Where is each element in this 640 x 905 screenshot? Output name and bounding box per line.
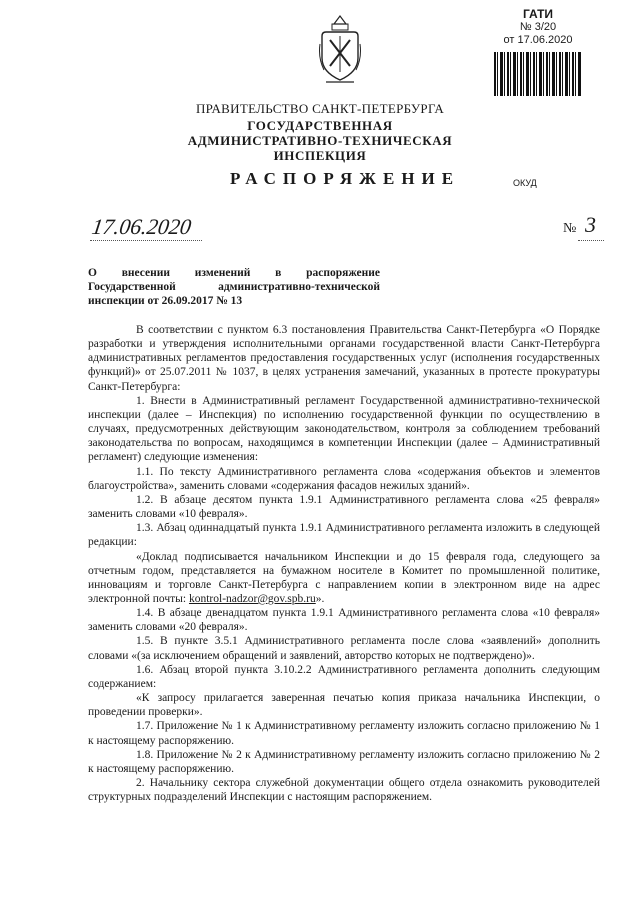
handwritten-number: 3 — [585, 212, 596, 237]
agency-line-3: ИНСПЕКЦИЯ — [273, 148, 367, 163]
document-body — [88, 323, 600, 804]
date-underline — [90, 240, 202, 241]
paragraph-1-3: 1.3. Абзац одиннадцатый пункта 1.9.1 Административного регламента изложить в следующей редакции: — [88, 522, 600, 549]
agency-name — [0, 118, 640, 163]
barcode — [494, 52, 582, 96]
stamp-date: от 17.06.2020 — [503, 34, 573, 46]
coat-of-arms-emblem — [318, 14, 362, 86]
agency-line-2: АДМИНИСТРАТИВНО-ТЕХНИЧЕСКАЯ — [187, 133, 453, 148]
paragraph-1-7: 1.7. Приложение № 1 к Административному регламенту изложить согласно приложению № 1 к настоящему распоряжению. — [88, 720, 600, 747]
paragraph-preamble: В соответствии с пунктом 6.3 постановления Правительства Санкт-Петербурга «О Порядке разработки и утверждения исполнительными органами государственной власти Санкт-Петербурга административных регламентов предоставления государственных услуг (исполнения государственных функций)» от 25.07.2011 № 1037, в целях устранения замечаний, указанных в протесте прокуратуры Санкт-Петербурга: — [88, 324, 600, 393]
paragraph-1-4: 1.4. В абзаце двенадцатом пункта 1.9.1 Административного регламента слова «10 февраля» заменить словами «20 февраля». — [88, 607, 600, 634]
paragraph-1-3-quote — [88, 550, 600, 607]
paragraph-1-2: 1.2. В абзаце десятом пункта 1.9.1 Административного регламента слова «25 февраля» заменить словами «10 февраля». — [88, 493, 600, 521]
document-subject: О внесении изменений в распоряжение Государственной административно-технической инспекции от 26.09.2017 № 13 — [88, 267, 380, 307]
government-title: ПРАВИТЕЛЬСТВО САНКТ-ПЕТЕРБУРГА — [195, 101, 445, 116]
paragraph-2: 2. Начальнику сектора служебной документации общего отдела ознакомить руководителей структурных подразделений Инспекции с настоящим распоряжением. — [88, 777, 600, 804]
stamp-org: ГАТИ — [522, 7, 554, 21]
quote-text: «Доклад подписывается начальником Инспекции и до 15 февраля года, следующего за отчетным годом, представляется на бумажном носителе в Комитет по промышленной политике, инновациям и торговле Санкт-Петербурга с направлением копии в электронном виде на адрес электронной почты: — [88, 550, 600, 605]
paragraph-1-1: 1.1. По тексту Административного регламента слова «содержания объектов и элементов благоустройства», заменить словами «содержания фасадов нежилых зданий». — [88, 465, 600, 492]
paragraph-1-8: 1.8. Приложение № 2 к Административному регламенту изложить согласно приложению № 2 к настоящему распоряжению. — [88, 748, 600, 775]
quote-end: ». — [315, 592, 325, 605]
agency-line-1: ГОСУДАРСТВЕННАЯ — [247, 118, 393, 133]
okud-label: ОКУД — [513, 178, 537, 188]
number-underline — [578, 240, 604, 241]
paragraph-1-6-quote: «К запросу прилагается заверенная печатью копия приказа начальника Инспекции, о проведении проверки». — [88, 692, 600, 719]
registration-stamp — [492, 8, 584, 47]
paragraph-1: 1. Внести в Административный регламент Государственной административно-технической инспекции (далее – Инспекция) по исполнению государственной функции по осуществлению в случаях, предусмотренных действующим законодательством, контроля за соблюдением требований законодательства по вопросам, находящимся в компетенции Инспекции (далее – Административный регламент) следующие изменения: — [88, 394, 600, 464]
stamp-number: № 3/20 — [519, 21, 557, 33]
number-label: № — [563, 221, 577, 236]
handwritten-date: 17.06.2020 — [90, 214, 193, 239]
document-type: РАСПОРЯЖЕНИЕ — [230, 169, 461, 188]
email-link[interactable]: kontrol-nadzor@gov.spb.ru — [188, 592, 316, 605]
paragraph-1-6: 1.6. Абзац второй пункта 3.10.2.2 Административного регламента дополнить следующим содержанием: — [88, 663, 600, 690]
paragraph-1-5: 1.5. В пункте 3.5.1 Административного регламента после слова «заявлений» дополнить словами «(за исключением обращений и заявлений, авторство которых не подтверждено)». — [88, 635, 600, 662]
